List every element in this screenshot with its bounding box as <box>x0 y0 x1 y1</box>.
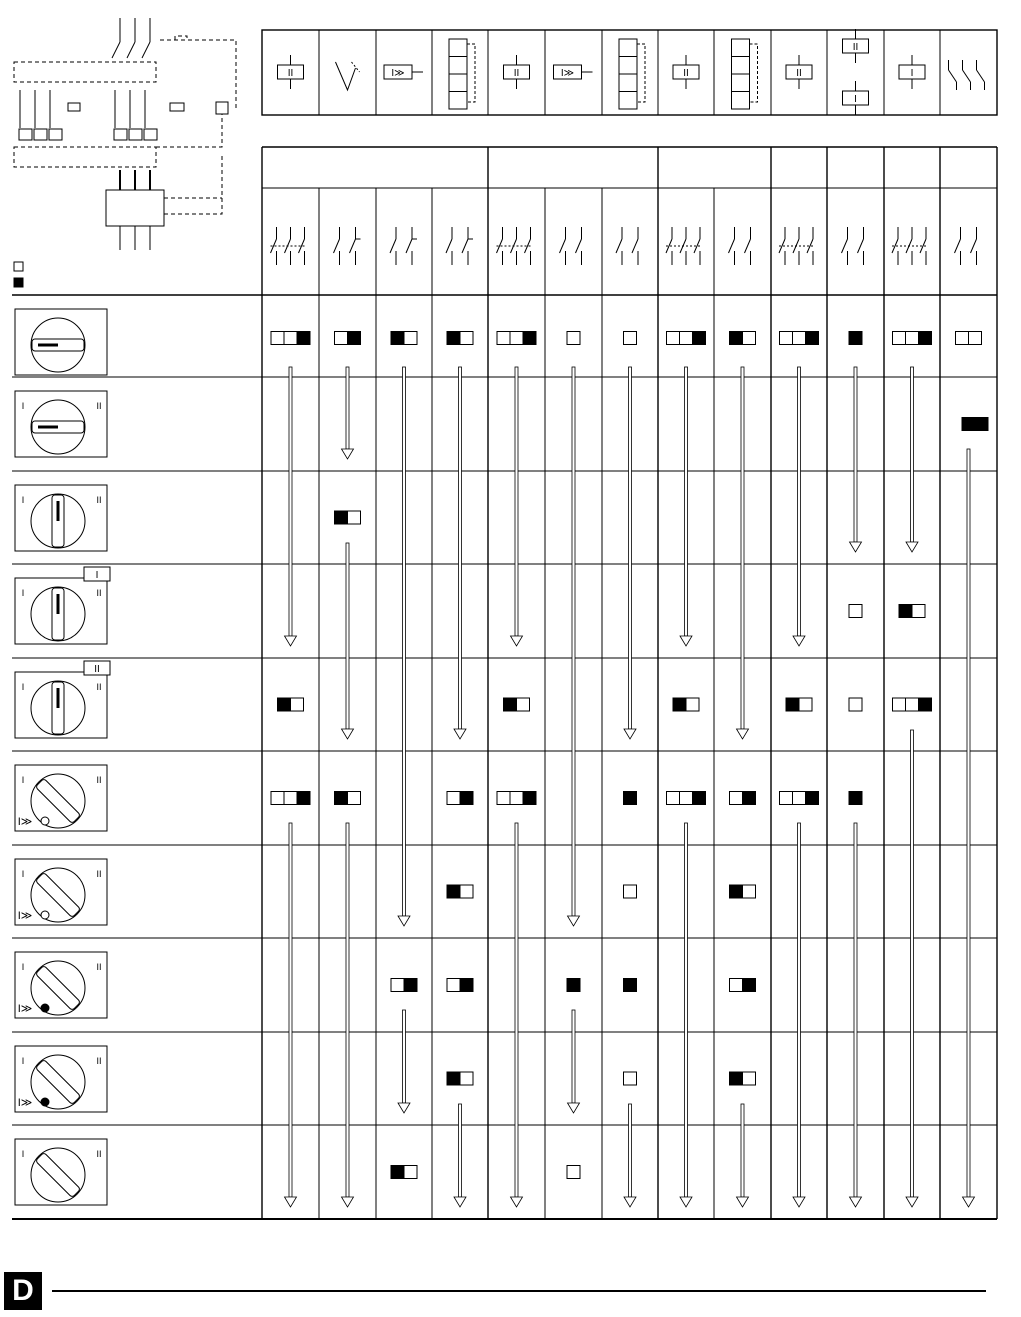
coil-label: II <box>852 42 859 53</box>
state-closed <box>460 792 473 805</box>
arrow-head <box>342 449 354 459</box>
arrow-shaft <box>911 367 914 542</box>
pole-trip-box <box>49 129 62 140</box>
state-open <box>271 792 284 805</box>
arrow-shaft <box>629 1104 632 1197</box>
state-open <box>743 885 756 898</box>
state-open <box>667 792 680 805</box>
footer-rule <box>52 1290 986 1292</box>
arrow-shaft <box>289 367 292 636</box>
top-symbol-coil-II-I <box>843 29 869 115</box>
state-closed <box>523 332 536 345</box>
handle-reset-lock <box>15 859 107 925</box>
aux-dashed <box>467 44 475 102</box>
circuit-schematic <box>14 18 236 287</box>
position-badge-row4 <box>84 661 110 675</box>
state-open <box>497 332 510 345</box>
contact-blade <box>971 239 977 253</box>
state-closed <box>806 792 819 805</box>
position-label-II: II <box>96 1149 102 1159</box>
position-label-I: I <box>21 588 25 598</box>
state-open <box>348 511 361 524</box>
arrow-head <box>342 1197 354 1207</box>
position-label-I: I <box>21 775 25 785</box>
arrow-head <box>568 916 580 926</box>
trip-label: I≫ <box>560 68 575 79</box>
state-open <box>391 979 404 992</box>
arrow-head <box>398 916 410 926</box>
arrow-shaft <box>346 543 349 729</box>
handle-lock-horizontal <box>15 391 107 457</box>
position-label-II: II <box>96 1056 102 1066</box>
state-open <box>460 885 473 898</box>
state-open <box>497 792 510 805</box>
state-open <box>348 792 361 805</box>
arrow-shaft <box>403 1010 406 1103</box>
contact-blade <box>446 239 452 253</box>
arrow-shaft <box>572 1010 575 1103</box>
contact-symbol-no-nc <box>446 227 473 265</box>
coil-label: I <box>854 94 857 105</box>
contact-blade <box>350 239 356 253</box>
state-open <box>680 792 693 805</box>
state-open <box>893 332 906 345</box>
state-open <box>906 698 919 711</box>
top-symbol-strip <box>262 29 997 115</box>
arrow-head <box>342 729 354 739</box>
position-label-II: II <box>96 401 102 411</box>
state-closed <box>693 332 706 345</box>
contact-grid <box>12 147 997 1219</box>
contact-symbol-2no <box>955 227 977 265</box>
handle-tripped-on <box>15 952 107 1018</box>
handle-vertical-I <box>15 672 107 738</box>
breaker-box <box>106 190 164 226</box>
brand-logo <box>4 1272 42 1310</box>
arrow-head <box>454 729 466 739</box>
contact-blade <box>955 239 961 253</box>
state-open <box>291 698 304 711</box>
coil-label: II <box>513 68 520 79</box>
contact-symbol-3no-x <box>892 227 926 265</box>
contact-symbol-no-nc <box>334 227 361 265</box>
top-symbol-coil-I <box>899 55 925 89</box>
state-open <box>730 979 743 992</box>
arrow-shaft <box>854 823 857 1197</box>
arrow-shaft <box>346 823 349 1197</box>
arrow-shaft <box>741 367 744 729</box>
state-closed <box>743 979 756 992</box>
arrow-shaft <box>403 367 406 916</box>
arrow-shaft <box>515 367 518 636</box>
handle-illustrations <box>15 309 110 1205</box>
state-closed <box>693 792 706 805</box>
state-closed <box>447 1072 460 1085</box>
top-symbol-aux-box <box>449 39 475 109</box>
top-symbol-coil-II <box>673 55 699 89</box>
top-symbol-coil-II <box>786 55 812 89</box>
state-open <box>460 332 473 345</box>
state-open <box>567 1166 580 1179</box>
legend-open <box>14 262 23 271</box>
trip-indicator <box>41 1098 49 1106</box>
trip-indicator-label: I≫ <box>17 1097 33 1109</box>
contact-blade <box>334 239 340 253</box>
arrow-head <box>737 729 749 739</box>
contact-blade <box>949 70 957 82</box>
arrow-shaft <box>798 823 801 1197</box>
trip-indicator-label: I≫ <box>17 816 33 828</box>
top-symbol-trip-I <box>554 65 593 79</box>
contact-blade <box>616 239 622 253</box>
state-closed <box>624 979 637 992</box>
state-open <box>849 605 862 618</box>
position-label-I: I <box>21 495 25 505</box>
control-wiring <box>160 36 236 110</box>
position-label-II: II <box>96 588 102 598</box>
arrow-head <box>793 1197 805 1207</box>
top-symbol-coil-II <box>278 55 304 89</box>
arrow-head <box>454 1197 466 1207</box>
coil-label: II <box>796 68 802 79</box>
contact-symbol-3no-x <box>779 227 813 265</box>
state-open <box>510 792 523 805</box>
state-closed <box>730 885 743 898</box>
arrow-shaft <box>289 823 292 1197</box>
position-label-II: II <box>96 775 102 785</box>
position-label-II: II <box>96 495 102 505</box>
phase-switch <box>112 42 120 58</box>
state-open <box>686 698 699 711</box>
aux-dashed <box>750 44 758 102</box>
contact-blade <box>462 239 468 253</box>
coil-label: II <box>683 68 689 79</box>
state-open <box>284 332 297 345</box>
arrow-head <box>850 542 862 552</box>
arrow-shaft <box>629 367 632 729</box>
state-open <box>906 332 919 345</box>
state-open <box>460 1072 473 1085</box>
brand-logo-letter: D <box>12 1274 34 1307</box>
state-closed <box>391 1166 404 1179</box>
trip-indicator-label: I≫ <box>17 910 33 922</box>
state-open <box>567 332 580 345</box>
state-closed <box>335 792 348 805</box>
contact-symbol-no <box>560 227 582 265</box>
trip-indicator <box>41 817 49 825</box>
state-closed <box>849 332 862 345</box>
arrow-head <box>624 729 636 739</box>
position-label-I: I <box>21 1149 25 1159</box>
arrow-head <box>624 1197 636 1207</box>
trip-label: I≫ <box>391 68 405 79</box>
contact-symbol-3no <box>271 227 305 265</box>
legend-closed <box>14 278 23 287</box>
handle-tripped <box>15 765 107 831</box>
control-wiring <box>156 114 222 147</box>
position-label-II: II <box>96 869 102 879</box>
position-label-I: I <box>21 1056 25 1066</box>
position-label-I: I <box>21 869 25 879</box>
contact-blade <box>390 239 396 253</box>
state-closed <box>624 792 637 805</box>
state-open <box>969 332 982 345</box>
position-label-I: I <box>21 962 25 972</box>
badge-label: I <box>95 570 99 581</box>
state-open <box>510 332 523 345</box>
top-symbol-aux-box <box>619 39 645 109</box>
state-open <box>447 792 460 805</box>
pole-trip-box <box>114 129 127 140</box>
pole-trip-box <box>19 129 32 140</box>
arrow-shaft <box>459 367 462 729</box>
contact-blade <box>963 70 971 82</box>
state-closed <box>919 332 932 345</box>
state-closed <box>743 792 756 805</box>
state-open <box>912 605 925 618</box>
state-closed <box>730 1072 743 1085</box>
arrow-shaft <box>572 367 575 916</box>
state-closed <box>404 979 417 992</box>
trip-indicator-label: I≫ <box>17 1003 33 1015</box>
contact-blade <box>858 239 864 253</box>
handle-vertical <box>15 485 107 551</box>
state-open <box>793 332 806 345</box>
handle-reset <box>15 1139 107 1205</box>
handle-reset-lock-on <box>15 1046 107 1112</box>
state-open <box>624 1072 637 1085</box>
arrow-shaft <box>685 823 688 1197</box>
contact-blade <box>729 239 735 253</box>
state-closed <box>523 792 536 805</box>
trip-indicator <box>41 911 49 919</box>
state-open <box>799 698 812 711</box>
state-open <box>404 332 417 345</box>
arrow-head <box>680 636 692 646</box>
state-open <box>730 792 743 805</box>
arrow-shaft <box>854 367 857 542</box>
state-closed <box>919 698 932 711</box>
arrow-shaft <box>515 823 518 1197</box>
contact-blade <box>842 239 848 253</box>
state-closed <box>297 792 310 805</box>
phase-switch <box>142 42 150 58</box>
trip-indicator <box>41 1004 49 1012</box>
arrow-head <box>568 1103 580 1113</box>
contact-blade <box>406 239 412 253</box>
state-open <box>284 792 297 805</box>
aux-dashed <box>637 44 645 102</box>
position-label-II: II <box>96 962 102 972</box>
state-open <box>271 332 284 345</box>
state-closed <box>335 511 348 524</box>
coil-symbol <box>68 103 80 111</box>
position-label-I: I <box>21 401 25 411</box>
contact-blade <box>745 239 751 253</box>
arrow-head <box>850 1197 862 1207</box>
schematic-dashed-box <box>14 62 156 82</box>
contact-blade <box>576 239 582 253</box>
arrow-head <box>285 1197 297 1207</box>
arrow-shaft <box>685 367 688 636</box>
arrow-head <box>680 1197 692 1207</box>
contact-symbol-no-no <box>729 227 751 265</box>
state-open <box>624 885 637 898</box>
arrow-shaft <box>459 1104 462 1197</box>
arrow-shaft <box>911 730 914 1197</box>
contact-v-tick <box>352 62 360 72</box>
state-open <box>743 332 756 345</box>
contact-symbol-no <box>842 227 864 265</box>
top-symbol-contacts-3 <box>949 60 985 90</box>
state-open <box>517 698 530 711</box>
top-symbol-contact-v <box>336 62 360 90</box>
handle-off-horizontal <box>15 309 107 375</box>
arrow-head <box>906 542 918 552</box>
handle-vertical-II <box>15 578 107 644</box>
state-open <box>743 1072 756 1085</box>
arrow-shaft <box>798 367 801 636</box>
state-closed <box>391 332 404 345</box>
state-open <box>667 332 680 345</box>
arrow-shaft <box>741 1104 744 1197</box>
top-symbol-aux-box <box>732 39 758 109</box>
contact-v <box>336 62 356 90</box>
arrow-shaft <box>967 449 970 1197</box>
position-label-I: I <box>21 682 25 692</box>
arrow-head <box>906 1197 918 1207</box>
contact-blade <box>560 239 566 253</box>
position-badge-row3 <box>84 567 110 581</box>
badge-label: II <box>94 664 100 675</box>
state-open <box>849 698 862 711</box>
arrow-head <box>285 636 297 646</box>
state-closed <box>297 332 310 345</box>
state-closed <box>460 979 473 992</box>
state-open <box>893 698 906 711</box>
contact-symbol-no-nc <box>390 227 417 265</box>
coil-label: I <box>910 68 914 79</box>
coil-symbol <box>170 103 184 111</box>
top-symbol-trip-I <box>384 65 423 79</box>
top-symbol-coil-II <box>504 55 530 89</box>
state-open <box>335 332 348 345</box>
arrow-shaft <box>346 367 349 449</box>
state-closed <box>849 792 862 805</box>
state-closed <box>806 332 819 345</box>
arrow-head <box>793 636 805 646</box>
state-closed <box>962 418 988 431</box>
pole-trip-box <box>144 129 157 140</box>
contact-symbol-no <box>616 227 638 265</box>
pole-trip-box <box>129 129 142 140</box>
arrow-head <box>398 1103 410 1113</box>
coil-label: II <box>287 68 294 79</box>
state-closed <box>447 332 460 345</box>
state-open <box>780 792 793 805</box>
state-closed <box>447 885 460 898</box>
state-open <box>404 1166 417 1179</box>
contact-symbol-3no <box>497 227 531 265</box>
arrow-head <box>737 1197 749 1207</box>
arrow-head <box>511 636 523 646</box>
contact-symbol-3no-x <box>666 227 700 265</box>
arrow-head <box>963 1197 975 1207</box>
terminal-symbol <box>216 102 228 114</box>
state-open <box>956 332 969 345</box>
position-label-II: II <box>96 682 102 692</box>
contact-blade <box>632 239 638 253</box>
phase-switch <box>127 42 135 58</box>
contact-blade <box>977 70 985 82</box>
state-open <box>680 332 693 345</box>
state-open <box>624 332 637 345</box>
state-closed <box>730 332 743 345</box>
pole-trip-box <box>34 129 47 140</box>
arrow-head <box>511 1197 523 1207</box>
schematic-dashed-box <box>14 147 156 167</box>
state-open <box>793 792 806 805</box>
state-closed <box>567 979 580 992</box>
state-closed <box>348 332 361 345</box>
state-open <box>447 979 460 992</box>
state-open <box>780 332 793 345</box>
